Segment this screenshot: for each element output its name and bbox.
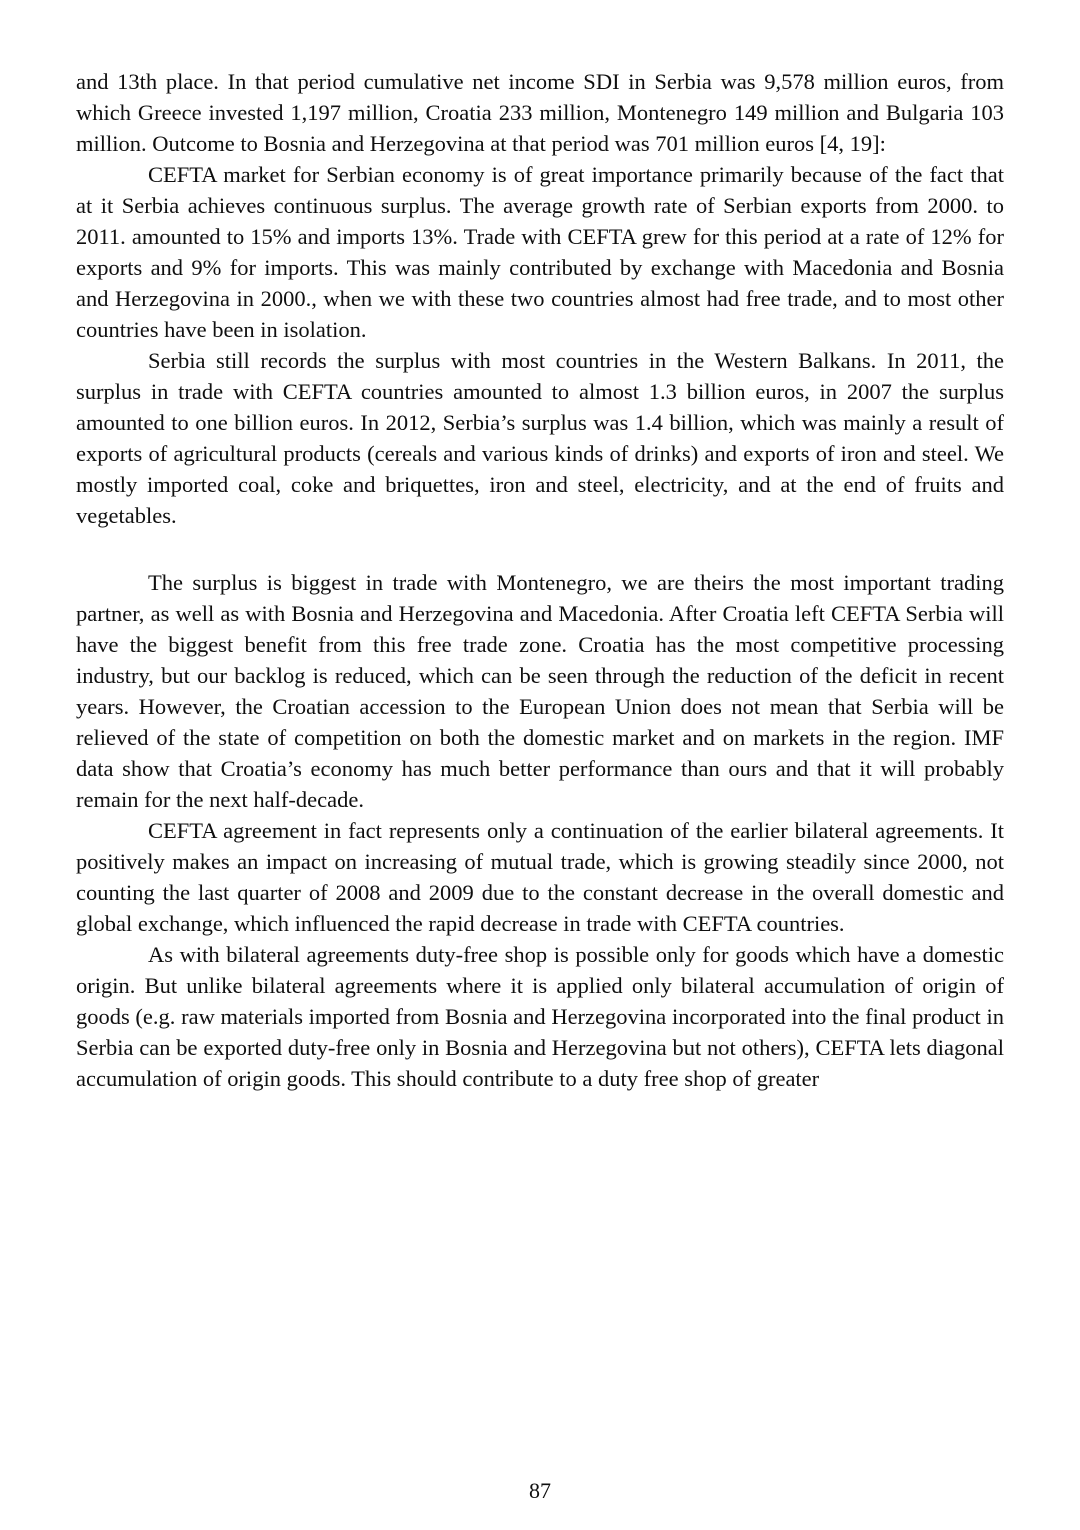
paragraph: As with bilateral agreements duty-free shop is possible only for goods which have a domestic origin. But unlike bilateral agreements where it is applied only bilateral accumulation of origin of goods (e.g. raw materials imported from Bosnia and Herzegovina incorporated into the final product in Serbia can be exported duty-free only in Bosnia and Herzegovina but not others), CEFTA lets diagonal accumulation of origin goods. This should contribute to a duty free shop of greater bbox=[76, 942, 1004, 1091]
page-number: 87 bbox=[529, 1478, 551, 1503]
paragraph: Serbia still records the surplus with most countries in the Western Balkans. In 2011, the surplus in trade with CEFTA countries amounted to almost 1.3 billion euros, in 2007 the surplus amounted to one billion euros. In 2012, Serbia’s surplus was 1.4 billion, which was mainly a result of exports of agricultural products (cereals and various kinds of drinks) and exports of iron and steel. We mostly imported coal, coke and briquettes, iron and steel, electricity, and at the end of fruits and vegetables. bbox=[76, 348, 1004, 528]
paragraph: The surplus is biggest in trade with Montenegro, we are theirs the most important trading partner, as well as with Bosnia and Herzegovina and Macedonia. After Croatia left CEFTA Serbia will have the biggest benefit from this free trade zone. Croatia has the most competitive processing industry, but our backlog is reduced, which can be seen through the reduction of the deficit in recent years. However, the Croatian accession to the European Union does not mean that Serbia will be relieved of the state of competition on both the domestic market and on markets in the region. IMF data show that Croatia’s economy has much better performance than ours and that it will probably remain for the next half-decade. bbox=[76, 570, 1004, 812]
paragraph: and 13th place. In that period cumulative net income SDI in Serbia was 9,578 million euros, from which Greece invested 1,197 million, Croatia 233 million, Montenegro 149 million and Bulgaria 103 million. Outcome to Bosnia and Herzegovina at that period was 701 million euros [4, 19]: bbox=[76, 69, 1004, 156]
paragraph: CEFTA market for Serbian economy is of great importance primarily because of the fact that at it Serbia achieves continuous surplus. The average growth rate of Serbian exports from 2000. to 2011. amounted to 15% and imports 13%. Trade with CEFTA grew for this period at a rate of 12% for exports and 9% for imports. This was mainly contributed by exchange with Macedonia and Bosnia and Herzegovina in 2000., when we with these two countries almost had free trade, and to most other countries have been in isolation. bbox=[76, 162, 1004, 342]
paragraph: CEFTA agreement in fact represents only a continuation of the earlier bilateral agreements. It positively makes an impact on increasing of mutual trade, which is growing steadily since 2000, not counting the last quarter of 2008 and 2009 due to the constant decrease in the overall domestic and global exchange, which influenced the rapid decrease in trade with CEFTA countries. bbox=[76, 818, 1004, 936]
page-content bbox=[76, 66, 1004, 1094]
